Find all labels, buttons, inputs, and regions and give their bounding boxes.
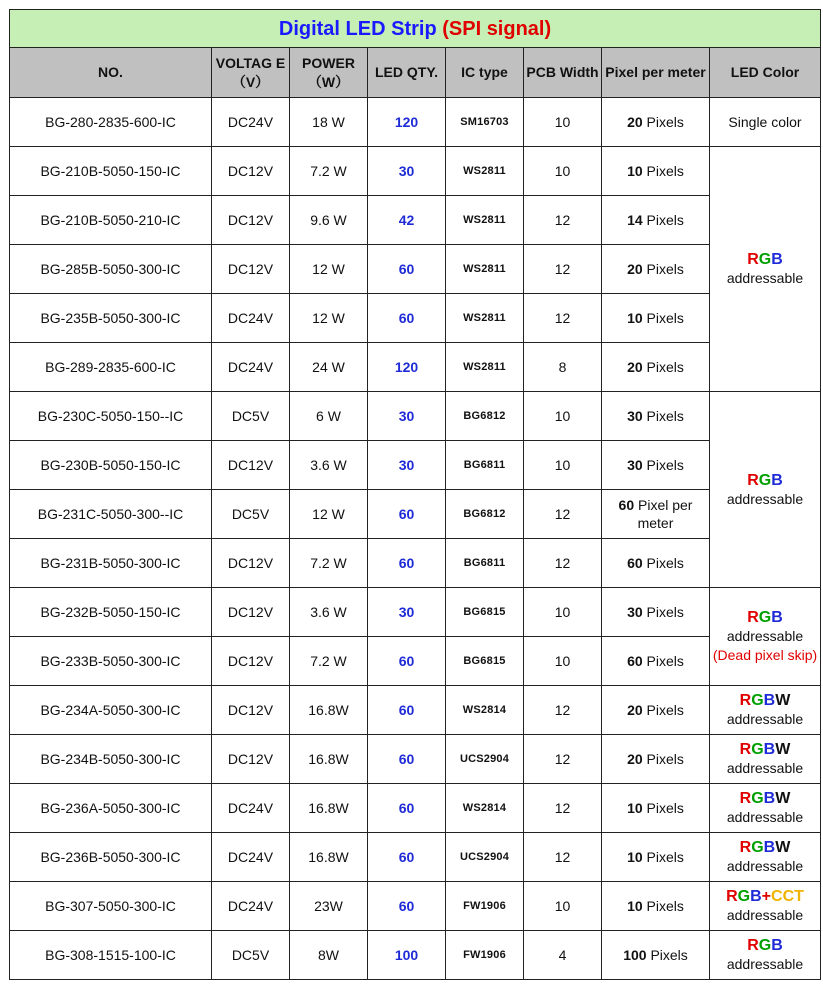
ic-type-cell: WS2811 xyxy=(446,294,524,343)
power-cell: 18 W xyxy=(290,98,368,147)
power-cell: 6 W xyxy=(290,392,368,441)
color-letter-g: G xyxy=(751,692,764,709)
pixel-count: 30 xyxy=(627,457,643,473)
table-row xyxy=(10,196,821,245)
model-number: BG-308-1515-100-IC xyxy=(10,931,212,980)
pcb-width-cell: 12 xyxy=(524,294,602,343)
addressable-label: addressable xyxy=(726,858,804,874)
model-number: BG-236A-5050-300-IC xyxy=(10,784,212,833)
power-cell: 3.6 W xyxy=(290,441,368,490)
table-title xyxy=(10,10,821,48)
pixel-count: 30 xyxy=(627,604,643,620)
addressable-label: addressable xyxy=(726,956,804,972)
color-letter-b: B xyxy=(763,839,776,856)
power-cell: 16.8W xyxy=(290,686,368,735)
led-color-cell xyxy=(710,588,821,686)
pixel-count: 20 xyxy=(627,751,643,767)
led-color-type xyxy=(712,608,818,627)
color-cct: CCT xyxy=(771,888,804,905)
color-letter-g: G xyxy=(758,471,772,489)
pixel-per-meter-cell xyxy=(602,196,710,245)
table-row xyxy=(10,588,821,637)
pixel-count: 20 xyxy=(627,359,643,375)
power-cell: 9.6 W xyxy=(290,196,368,245)
ic-type-cell: BG6812 xyxy=(446,490,524,539)
ic-type-cell: WS2814 xyxy=(446,784,524,833)
power-cell: 7.2 W xyxy=(290,637,368,686)
ic-type-cell: UCS2904 xyxy=(446,735,524,784)
color-letter-g: G xyxy=(751,790,764,807)
pixel-per-meter-cell xyxy=(602,686,710,735)
pcb-width-cell: 12 xyxy=(524,784,602,833)
voltage-cell: DC12V xyxy=(212,539,290,588)
model-number: BG-232B-5050-150-IC xyxy=(10,588,212,637)
led-qty-cell: 42 xyxy=(368,196,446,245)
led-qty-cell: 30 xyxy=(368,392,446,441)
color-letter-g: G xyxy=(751,839,764,856)
power-cell: 7.2 W xyxy=(290,147,368,196)
power-cell: 8W xyxy=(290,931,368,980)
model-number: BG-285B-5050-300-IC xyxy=(10,245,212,294)
addressable-label: addressable xyxy=(726,270,804,286)
pixel-per-meter-cell xyxy=(602,147,710,196)
ic-type-cell: FW1906 xyxy=(446,882,524,931)
pixel-per-meter-cell xyxy=(602,441,710,490)
addressable-label: addressable xyxy=(726,628,804,644)
ic-type-cell: WS2814 xyxy=(446,686,524,735)
color-letter-r: R xyxy=(739,790,752,807)
pixel-per-meter-cell xyxy=(602,637,710,686)
voltage-cell: DC12V xyxy=(212,637,290,686)
power-cell: 12 W xyxy=(290,245,368,294)
pixel-unit: Pixels xyxy=(646,114,684,130)
led-qty-cell: 60 xyxy=(368,784,446,833)
model-number: BG-231B-5050-300-IC xyxy=(10,539,212,588)
ic-type-cell: SM16703 xyxy=(446,98,524,147)
led-color-type xyxy=(712,838,818,857)
pixel-count: 60 xyxy=(618,497,635,513)
ic-type-cell: FW1906 xyxy=(446,931,524,980)
pixel-unit: Pixels xyxy=(646,310,684,326)
led-color-cell xyxy=(710,882,821,931)
power-cell: 16.8W xyxy=(290,784,368,833)
ic-type-cell: WS2811 xyxy=(446,245,524,294)
ic-type-cell: BG6815 xyxy=(446,588,524,637)
led-color-cell xyxy=(710,98,821,147)
pcb-width-cell: 10 xyxy=(524,98,602,147)
led-qty-cell: 60 xyxy=(368,686,446,735)
ic-type-cell: BG6811 xyxy=(446,441,524,490)
color-letter-r: R xyxy=(747,251,759,268)
led-qty-cell: 60 xyxy=(368,245,446,294)
pixel-count: 10 xyxy=(627,800,643,816)
color-letter-b: B xyxy=(763,741,776,758)
voltage-cell: DC24V xyxy=(212,98,290,147)
led-qty-cell: 60 xyxy=(368,490,446,539)
addressable-label: addressable xyxy=(726,907,804,923)
led-color-cell xyxy=(710,931,821,980)
pcb-width-cell: 10 xyxy=(524,588,602,637)
table-row xyxy=(10,735,821,784)
pixel-count: 100 xyxy=(623,947,647,963)
led-qty-cell: 60 xyxy=(368,539,446,588)
voltage-cell: DC12V xyxy=(212,686,290,735)
table-row xyxy=(10,147,821,196)
model-number: BG-280-2835-600-IC xyxy=(10,98,212,147)
table-row xyxy=(10,245,821,294)
title-main: Digital LED Strip xyxy=(278,17,437,40)
led-color-type xyxy=(712,471,818,490)
table-row xyxy=(10,637,821,686)
addressable-label: addressable xyxy=(726,490,804,507)
ic-type-cell: BG6812 xyxy=(446,392,524,441)
pixel-unit: Pixels xyxy=(650,947,688,963)
power-cell: 16.8W xyxy=(290,735,368,784)
model-number: BG-230B-5050-150-IC xyxy=(10,441,212,490)
led-qty-cell: 60 xyxy=(368,735,446,784)
model-number: BG-235B-5050-300-IC xyxy=(10,294,212,343)
pixel-unit: Pixels xyxy=(646,898,684,914)
pixel-unit: Pixel per meter xyxy=(637,497,693,531)
table-row xyxy=(10,343,821,392)
spec-table-container xyxy=(9,9,820,980)
pixel-unit: Pixels xyxy=(646,457,684,473)
color-letter-w: W xyxy=(775,790,791,807)
table-row xyxy=(10,833,821,882)
color-letter-g: G xyxy=(758,609,772,626)
voltage-cell: DC12V xyxy=(212,147,290,196)
pixel-count: 14 xyxy=(627,212,643,228)
voltage-cell: DC12V xyxy=(212,245,290,294)
led-color-cell xyxy=(710,833,821,882)
pixel-count: 10 xyxy=(627,849,643,865)
color-letter-r: R xyxy=(726,888,738,905)
ic-type-cell: BG6815 xyxy=(446,637,524,686)
led-qty-cell: 60 xyxy=(368,882,446,931)
addressable-label: addressable xyxy=(726,760,804,776)
pixel-per-meter-cell xyxy=(602,539,710,588)
voltage-cell: DC12V xyxy=(212,588,290,637)
table-row xyxy=(10,931,821,980)
led-color-text: Single color xyxy=(728,114,802,130)
pcb-width-cell: 10 xyxy=(524,637,602,686)
pixel-unit: Pixels xyxy=(646,751,684,767)
ic-type-cell: BG6811 xyxy=(446,539,524,588)
led-color-type xyxy=(712,250,818,269)
pixel-unit: Pixels xyxy=(646,163,684,179)
voltage-cell: DC5V xyxy=(212,392,290,441)
color-letter-r: R xyxy=(739,839,752,856)
power-cell: 16.8W xyxy=(290,833,368,882)
table-row xyxy=(10,392,821,441)
led-color-type xyxy=(712,740,818,759)
pixel-per-meter-cell xyxy=(602,343,710,392)
model-number: BG-230C-5050-150--IC xyxy=(10,392,212,441)
pcb-width-cell: 10 xyxy=(524,147,602,196)
pixel-unit: Pixels xyxy=(646,800,684,816)
color-letter-w: W xyxy=(775,741,791,758)
power-cell: 24 W xyxy=(290,343,368,392)
color-letter-b: B xyxy=(771,251,783,268)
pixel-per-meter-cell xyxy=(602,98,710,147)
color-letter-r: R xyxy=(739,741,752,758)
pixel-unit: Pixels xyxy=(646,653,684,669)
color-letter-b: B xyxy=(771,609,783,626)
pixel-count: 20 xyxy=(627,114,643,130)
pixel-per-meter-cell xyxy=(602,784,710,833)
color-letter-r: R xyxy=(747,471,759,489)
ic-type-cell: UCS2904 xyxy=(446,833,524,882)
voltage-cell: DC12V xyxy=(212,196,290,245)
pixel-per-meter-cell xyxy=(602,245,710,294)
voltage-cell: DC12V xyxy=(212,441,290,490)
led-color-type xyxy=(712,789,818,808)
table-row xyxy=(10,294,821,343)
pixel-unit: Pixels xyxy=(646,359,684,375)
pixel-unit: Pixels xyxy=(646,408,684,424)
pixel-count: 60 xyxy=(627,653,643,669)
table-body xyxy=(10,98,821,980)
pixel-count: 10 xyxy=(627,310,643,326)
header-ic-type: IC type xyxy=(446,48,524,98)
model-number: BG-234A-5050-300-IC xyxy=(10,686,212,735)
table-row xyxy=(10,539,821,588)
led-qty-cell: 30 xyxy=(368,147,446,196)
pixel-count: 30 xyxy=(627,408,643,424)
color-plus: + xyxy=(761,888,772,905)
voltage-cell: DC24V xyxy=(212,294,290,343)
power-cell: 7.2 W xyxy=(290,539,368,588)
color-letter-b: B xyxy=(763,692,776,709)
table-row xyxy=(10,882,821,931)
led-qty-cell: 60 xyxy=(368,294,446,343)
pcb-width-cell: 12 xyxy=(524,686,602,735)
color-letter-g: G xyxy=(758,937,772,954)
color-letter-b: B xyxy=(763,790,776,807)
table-row xyxy=(10,98,821,147)
power-cell: 3.6 W xyxy=(290,588,368,637)
led-color-cell xyxy=(710,392,821,588)
pixel-per-meter-cell xyxy=(602,931,710,980)
table-row xyxy=(10,441,821,490)
color-letter-b: B xyxy=(750,888,762,905)
addressable-label: addressable xyxy=(726,809,804,825)
led-color-cell xyxy=(710,784,821,833)
pcb-width-cell: 12 xyxy=(524,539,602,588)
pixel-count: 10 xyxy=(627,898,643,914)
model-number: BG-236B-5050-300-IC xyxy=(10,833,212,882)
voltage-cell: DC5V xyxy=(212,931,290,980)
digital-led-strip-table xyxy=(9,9,821,980)
header-power: POWER （W） xyxy=(290,48,368,98)
pcb-width-cell: 12 xyxy=(524,490,602,539)
pixel-unit: Pixels xyxy=(646,702,684,718)
color-letter-w: W xyxy=(775,839,791,856)
pcb-width-cell: 8 xyxy=(524,343,602,392)
dead-pixel-note: (Dead pixel skip) xyxy=(712,647,818,663)
pixel-per-meter-cell xyxy=(602,490,710,539)
header-row xyxy=(10,48,821,98)
power-cell: 12 W xyxy=(290,490,368,539)
color-letter-g: G xyxy=(758,251,772,268)
color-letter-b: B xyxy=(771,471,783,489)
pixel-count: 20 xyxy=(627,702,643,718)
ic-type-cell: WS2811 xyxy=(446,147,524,196)
addressable-label: addressable xyxy=(726,711,804,727)
header-pcb-width: PCB Width xyxy=(524,48,602,98)
pcb-width-cell: 4 xyxy=(524,931,602,980)
led-qty-cell: 100 xyxy=(368,931,446,980)
pcb-width-cell: 12 xyxy=(524,196,602,245)
led-qty-cell: 60 xyxy=(368,833,446,882)
led-qty-cell: 120 xyxy=(368,343,446,392)
pcb-width-cell: 10 xyxy=(524,441,602,490)
ic-type-cell: WS2811 xyxy=(446,343,524,392)
title-signal: (SPI signal) xyxy=(442,17,552,40)
pixel-per-meter-cell xyxy=(602,294,710,343)
color-letter-r: R xyxy=(739,692,752,709)
power-cell: 12 W xyxy=(290,294,368,343)
model-number: BG-210B-5050-150-IC xyxy=(10,147,212,196)
voltage-cell: DC24V xyxy=(212,343,290,392)
header-led-color: LED Color xyxy=(710,48,821,98)
voltage-cell: DC24V xyxy=(212,882,290,931)
model-number: BG-307-5050-300-IC xyxy=(10,882,212,931)
pixel-unit: Pixels xyxy=(646,212,684,228)
led-color-type xyxy=(712,887,818,906)
header-no: NO. xyxy=(10,48,212,98)
pcb-width-cell: 10 xyxy=(524,882,602,931)
ic-type-cell: WS2811 xyxy=(446,196,524,245)
led-color-cell xyxy=(710,147,821,392)
model-number: BG-210B-5050-210-IC xyxy=(10,196,212,245)
power-cell: 23W xyxy=(290,882,368,931)
led-color-cell xyxy=(710,735,821,784)
voltage-cell: DC5V xyxy=(212,490,290,539)
pcb-width-cell: 10 xyxy=(524,392,602,441)
color-letter-w: W xyxy=(775,692,791,709)
led-qty-cell: 120 xyxy=(368,98,446,147)
color-letter-r: R xyxy=(747,609,759,626)
pixel-unit: Pixels xyxy=(646,604,684,620)
table-row xyxy=(10,686,821,735)
pixel-count: 20 xyxy=(627,261,643,277)
color-letter-g: G xyxy=(737,888,751,905)
color-letter-b: B xyxy=(771,937,783,954)
pixel-per-meter-cell xyxy=(602,735,710,784)
pixel-count: 60 xyxy=(627,555,643,571)
pixel-unit: Pixels xyxy=(646,261,684,277)
color-letter-r: R xyxy=(747,937,759,954)
model-number: BG-234B-5050-300-IC xyxy=(10,735,212,784)
led-color-type xyxy=(712,936,818,955)
led-qty-cell: 60 xyxy=(368,637,446,686)
pixel-unit: Pixels xyxy=(646,555,684,571)
pcb-width-cell: 12 xyxy=(524,245,602,294)
color-letter-g: G xyxy=(751,741,764,758)
voltage-cell: DC12V xyxy=(212,735,290,784)
pixel-per-meter-cell xyxy=(602,833,710,882)
voltage-cell: DC24V xyxy=(212,833,290,882)
table-row xyxy=(10,490,821,539)
pcb-width-cell: 12 xyxy=(524,735,602,784)
pcb-width-cell: 12 xyxy=(524,833,602,882)
header-led-qty: LED QTY. xyxy=(368,48,446,98)
voltage-cell: DC24V xyxy=(212,784,290,833)
led-qty-cell: 30 xyxy=(368,588,446,637)
led-qty-cell: 30 xyxy=(368,441,446,490)
header-pixel-per-meter: Pixel per meter xyxy=(602,48,710,98)
led-color-cell xyxy=(710,686,821,735)
model-number: BG-233B-5050-300-IC xyxy=(10,637,212,686)
led-color-type xyxy=(712,691,818,710)
pixel-count: 10 xyxy=(627,163,643,179)
pixel-per-meter-cell xyxy=(602,882,710,931)
pixel-unit: Pixels xyxy=(646,849,684,865)
model-number: BG-289-2835-600-IC xyxy=(10,343,212,392)
table-row xyxy=(10,784,821,833)
model-number: BG-231C-5050-300--IC xyxy=(10,490,212,539)
header-voltage: VOLTAG E（V） xyxy=(212,48,290,98)
pixel-per-meter-cell xyxy=(602,588,710,637)
pixel-per-meter-cell xyxy=(602,392,710,441)
